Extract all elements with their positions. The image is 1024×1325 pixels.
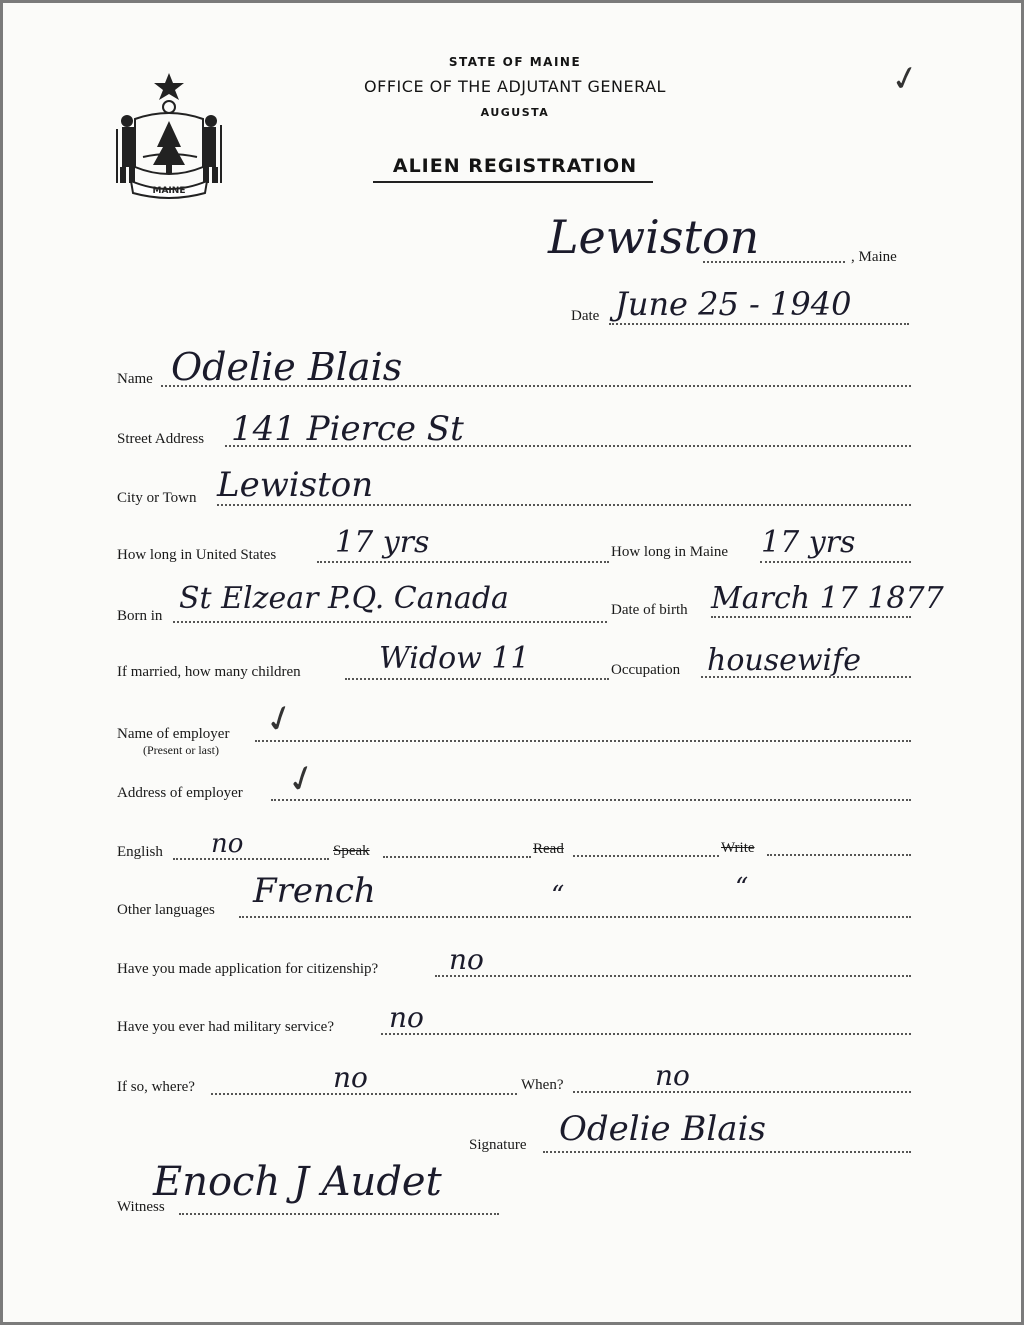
header-city: AUGUSTA [480, 106, 550, 119]
how-long-us-label: How long in United States [117, 547, 277, 563]
header-state: STATE OF MAINE [448, 55, 582, 69]
date-label: Date [571, 308, 600, 324]
speak-label: Speak [333, 843, 370, 859]
write-other-value: “ [735, 873, 749, 903]
other-languages-label: Other languages [117, 902, 215, 918]
how-long-maine-value: 17 yrs [761, 525, 856, 560]
seal-ribbon-text: MAINE [152, 186, 186, 196]
citizenship-value: no [449, 943, 484, 976]
other-languages-value: French [253, 871, 376, 911]
where-label: If so, where? [117, 1079, 195, 1095]
street-value: 141 Pierce St [231, 409, 464, 449]
employer-check: ✓ [259, 695, 301, 744]
employer-address-check: ✓ [281, 755, 323, 804]
english-value: no [211, 829, 244, 859]
employer-note: (Present or last) [143, 743, 219, 757]
city-label: City or Town [117, 490, 197, 506]
signature-value: Odelie Blais [559, 1109, 766, 1149]
signature-label: Signature [469, 1137, 527, 1153]
maine-label: , Maine [851, 249, 897, 265]
when-label: When? [521, 1077, 564, 1093]
corner-check-mark: ✓ [887, 56, 924, 102]
registration-form [3, 3, 1021, 1322]
employer-address-label: Address of employer [117, 785, 243, 801]
born-in-label: Born in [117, 608, 163, 624]
dob-value: March 17 1877 [711, 581, 944, 616]
town-value: Lewiston [548, 210, 760, 264]
military-value: no [389, 1001, 424, 1034]
form-title: ALIEN REGISTRATION [392, 155, 638, 177]
military-label: Have you ever had military service? [117, 1019, 334, 1035]
header-office: OFFICE OF THE ADJUTANT GENERAL [364, 77, 666, 96]
how-long-us-value: 17 yrs [335, 525, 430, 560]
born-in-value: St Elzear P.Q. Canada [179, 581, 509, 616]
witness-value: Enoch J Audet [153, 1159, 442, 1205]
witness-label: Witness [117, 1199, 165, 1215]
children-value: Widow 11 [379, 641, 530, 676]
read-label: Read [533, 841, 564, 857]
name-label: Name [117, 371, 153, 387]
employer-label: Name of employer [117, 726, 230, 742]
citizenship-label: Have you made application for citizenship? [117, 961, 379, 977]
occupation-value: housewife [707, 643, 861, 678]
where-value: no [333, 1061, 368, 1094]
read-other-value: “ [551, 881, 565, 911]
street-label: Street Address [117, 431, 205, 447]
occupation-label: Occupation [611, 662, 681, 678]
dob-label: Date of birth [611, 602, 688, 618]
write-label: Write [721, 840, 755, 856]
title-underline [373, 181, 653, 183]
name-value: Odelie Blais [171, 345, 403, 389]
married-label: If married, how many children [117, 664, 301, 680]
when-value: no [655, 1059, 690, 1092]
english-label: English [117, 844, 163, 860]
city-value: Lewiston [217, 465, 374, 505]
how-long-maine-label: How long in Maine [611, 544, 729, 560]
date-value: June 25 - 1940 [615, 285, 852, 323]
